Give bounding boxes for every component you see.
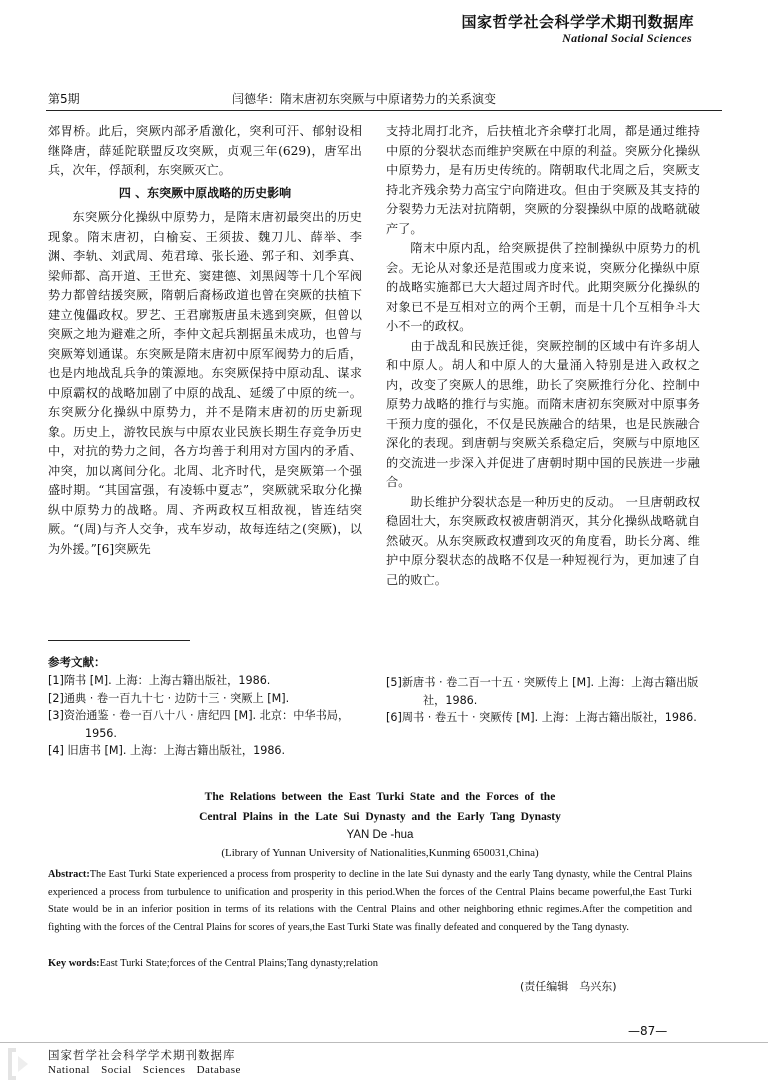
references-right <box>386 674 702 727</box>
header-rule <box>46 110 722 111</box>
reference-item: [1]隋书 [M]. 上海：上海古籍出版社，1986. <box>48 674 271 687</box>
reference-item: [6]周书 · 卷五十 · 突厥传 [M]. 上海：上海古籍出版社，1986. <box>386 711 697 724</box>
header-database-name-cn: 国家哲学社会科学学术期刊数据库 <box>461 13 694 31</box>
corner-logo-icon <box>6 1046 30 1082</box>
keywords-label: Key words: <box>48 958 100 969</box>
english-keywords <box>48 958 692 969</box>
references-title: 参考文献： <box>48 655 106 669</box>
references-rule <box>48 640 190 641</box>
english-title-line-2: Central Plains in the Late Sui Dynasty and the Early Tang Dynasty <box>199 811 561 823</box>
reference-item: [4] 旧唐书 [M]. 上海：上海古籍出版社，1986. <box>48 744 286 757</box>
english-author: YAN De -hua <box>346 829 414 841</box>
abstract-label: Abstract: <box>48 869 90 880</box>
right-column <box>386 122 700 590</box>
running-title: 闫德华：隋末唐初东突厥与中原诸势力的关系演变 <box>232 92 497 106</box>
footer-database-name-cn: 国家哲学社会科学学术期刊数据库 <box>48 1048 236 1062</box>
right-paragraph-4: 助长维护分裂状态是一种历史的反动。 一旦唐朝政权稳固壮大，东突厥政权被唐朝消灭，其分化操纵战略就自然破灭。从东突厥政权遭到攻灭的角度看，助长分离、维护中原分裂状态的战略不仅是一种短视行为，更加速了自己的败亡。 <box>386 494 700 587</box>
english-affiliation: (Library of Yunnan University of Nationalities,Kunming 650031,China) <box>221 847 539 859</box>
reference-item: [3]资治通鉴 · 卷一百八十八 · 唐纪四 [M]. 北京：中华书局，1956. <box>48 709 350 740</box>
reference-item: [2]通典 · 卷一百九十七 · 边防十三 · 突厥上 [M]. <box>48 691 290 705</box>
footer-rule <box>0 1042 768 1043</box>
section-heading: 四 、东突厥中原战略的历史影响 <box>118 185 292 200</box>
right-paragraph-3: 由于战乱和民族迁徙，突厥控制的区域中有许多胡人和中原人。胡人和中原人的大量涌入特别是进入政权之内，改变了突厥人的思维，助长了突厥推行分化、控制中原势力战略的推行与实施。而隋末唐初东突厥对中原事务干预力度的强化，不仅是民族融合的结果，也是民族融合深化的表现。到唐朝与突厥关系稳定后，突厥与中原地区的交流进一步深入并促进了唐朝时期中国的民族进一步融合。 <box>386 338 700 489</box>
left-lead-paragraph: 郊胃桥。此后，突厥内部矛盾激化，突利可汗、郁射设相继降唐，薛延陀联盟反攻突厥，贞观三年(629)，唐军出兵，次年，俘颉利，东突厥灭亡。 <box>48 124 362 177</box>
issue-number: 第5期 <box>48 92 80 106</box>
header-database-name-en: National Social Sciences <box>562 31 692 45</box>
right-paragraph-2: 隋末中原内乱，给突厥提供了控制操纵中原势力的机会。无论从对象还是范围或力度来说，突厥分化操纵中原的战略实施都已大大超过周齐时代。此期突厥分化操纵的对象已不是互相对立的两个王朝，而是十几个互相争斗大小不一的政权。 <box>386 241 700 333</box>
references-left <box>48 672 366 760</box>
english-title-line-1: The Relations between the East Turki State and the Forces of the <box>204 791 556 803</box>
keywords-text: East Turki State;forces of the Central Plains;Tang dynasty;relation <box>99 958 378 969</box>
abstract-text: The East Turki State experienced a process from prosperity to decline in the late Sui dynasty and the early Tang dynasty, while the Central Plains experienced a process from turbulence to unification and prosperity in this period.When the forces of the Central Plains became powerful,the East Turki State would be in an inferior position in terms of its relations with the Central Plains and other neighboring ethnic regimes.After the competition and fighting with the forces of the Central Plains for scores of years,the East Turki State was finally defeated and conquered by the Tang dynasty. <box>48 869 692 933</box>
english-title <box>60 787 700 827</box>
footer-database-name-en: National Social Sciences Database <box>48 1064 241 1076</box>
reference-item: [5]新唐书 · 卷二百一十五 · 突厥传上 [M]. 上海：上海古籍出版社，1986. <box>386 676 699 707</box>
right-paragraph-1: 支持北周打北齐，后扶植北齐余孽打北周，都是通过维持中原的分裂状态而维护突厥在中原的利益。突厥分化操纵中原势力，是有历史传统的。隋朝取代北周之后，突厥支持北齐残余势力高宝宁向隋进攻。但由于突厥及其支持的分裂势力无法对抗隋朝，突厥的分裂操纵中原的战略就破产了。 <box>386 124 700 236</box>
responsible-editor: (责任编辑 乌兴东) <box>520 980 617 993</box>
english-abstract <box>48 866 692 936</box>
page-number: —87— <box>628 1024 668 1038</box>
left-paragraph: 东突厥分化操纵中原势力，是隋末唐初最突出的历史现象。隋末唐初，白榆妄、王须拔、魏刀儿、薛举、李渊、李轨、刘武周、苑君璋、张长逊、郭子和、刘季真、梁师都、高开道、王世充、窦建德、刘黑闼等十几个军阀势力都曾结援突厥，隋朝后裔杨政道也曾在突厥的扶植下建立傀儡政权。罗艺、王君廓叛唐虽未逃到突厥，但曾以突厥之地为避难之所，李仲文起兵割据虽未成功，也曾与突厥筹划通谋。东突厥是隋末唐初中原军阀势力的后盾，也是内地战乱兵争的策源地。东突厥保持中原动乱、谋求中原霸权的战略加剧了中原的战乱、延缓了中原的统一。东突厥分化操纵中原势力，并不是隋末唐初的历史新现象。历史上，游牧民族与中原农业民族长期生存竞争历史中，对抗的势力之间，各方均善于利用对方国内的矛盾、冲突，加以离间分化。北周、北齐时代，是突厥第一个强盛时期。“其国富强，有凌轹中夏志”，突厥就采取分化操纵中原势力的战略。周、齐两政权互相敌视，皆连结突厥。“(周)与齐人交争，戎车岁动，故每连结之(突厥)，以为外援。”[6]突厥先 <box>48 210 362 556</box>
left-column <box>48 122 362 559</box>
